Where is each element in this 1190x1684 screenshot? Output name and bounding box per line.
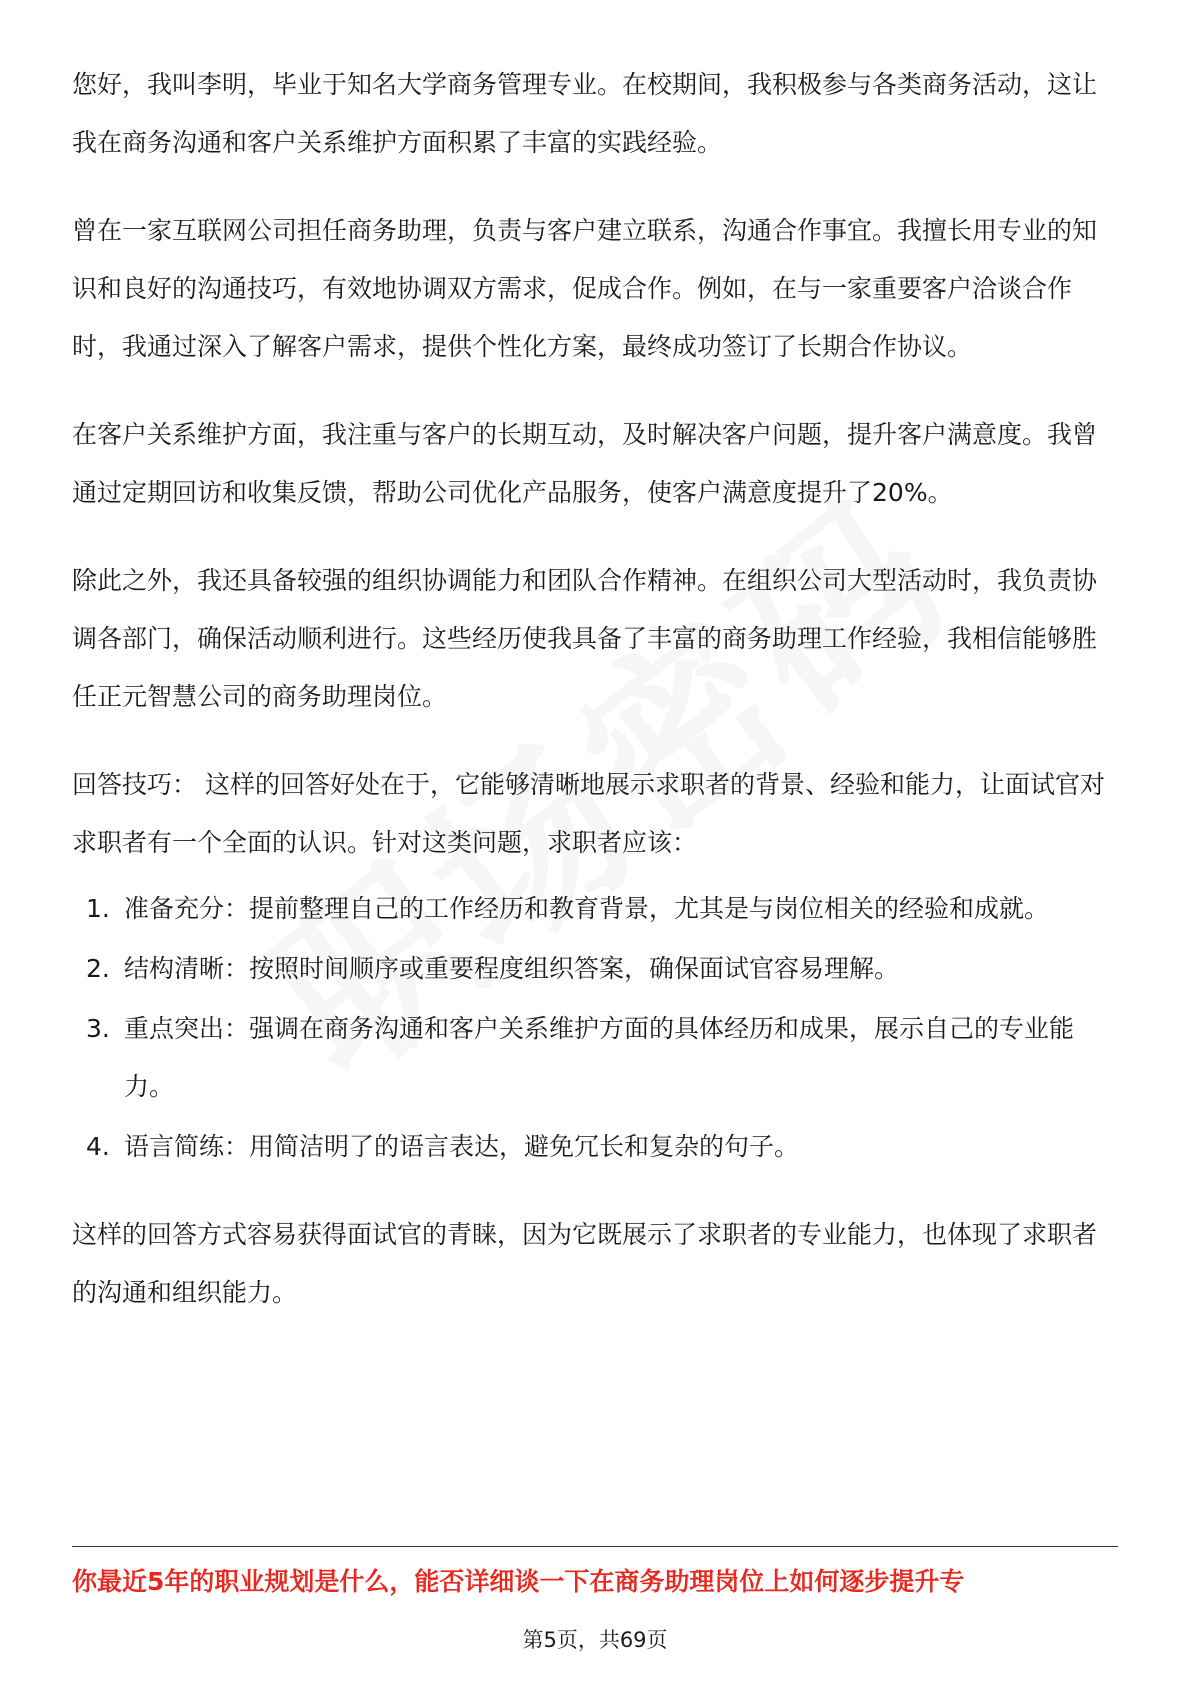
list-number: 1.: [86, 894, 110, 923]
list-text: 重点突出：强调在商务沟通和客户关系维护方面的具体经历和成果，展示自己的专业能力。: [124, 1014, 1075, 1101]
list-item: [72, 1118, 1118, 1176]
list-text: 结构清晰：按照时间顺序或重要程度组织答案，确保面试官容易理解。: [124, 954, 900, 983]
page-footer: 第5页，共69页: [522, 1628, 668, 1652]
document-body: [72, 56, 1118, 1352]
section-divider: [72, 1546, 1118, 1547]
list-number: 4.: [86, 1132, 110, 1161]
paragraph-closing: 这样的回答方式容易获得面试官的青睐，因为它既展示了求职者的专业能力，也体现了求职者的沟通和组织能力。: [72, 1220, 1098, 1307]
paragraph-intro: 您好，我叫李明，毕业于知名大学商务管理专业。在校期间，我积极参与各类商务活动，这让我在商务沟通和客户关系维护方面积累了丰富的实践经验。: [72, 70, 1098, 157]
list-item: [72, 940, 1118, 998]
list-text: 语言简练：用简洁明了的语言表达，避免冗长和复杂的句子。: [124, 1132, 800, 1161]
paragraph-experience: 曾在一家互联网公司担任商务助理，负责与客户建立联系，沟通合作事宜。我擅长用专业的知识和良好的沟通技巧，有效地协调双方需求，促成合作。例如，在与一家重要客户洽谈合作时，我通过深入了解客户需求，提供个性化方案，最终成功签订了长期合作协议。: [72, 216, 1098, 361]
tips-list: [72, 880, 1118, 1176]
list-text: 准备充分：提前整理自己的工作经历和教育背景，尤其是与岗位相关的经验和成就。: [124, 894, 1050, 923]
paragraph-answer-tips: 回答技巧： 这样的回答好处在于，它能够清晰地展示求职者的背景、经验和能力，让面试官对求职者有一个全面的认识。针对这类问题，求职者应该：: [72, 770, 1105, 857]
list-number: 3.: [86, 1014, 110, 1043]
next-question-heading: 你最近5年的职业规划是什么，能否详细谈一下在商务助理岗位上如何逐步提升专: [72, 1567, 965, 1596]
list-item: [72, 1000, 1118, 1116]
list-item: [72, 880, 1118, 938]
paragraph-organization: 除此之外，我还具备较强的组织协调能力和团队合作精神。在组织公司大型活动时，我负责协调各部门，确保活动顺利进行。这些经历使我具备了丰富的商务助理工作经验，我相信能够胜任正元智慧公司的商务助理岗位。: [72, 566, 1098, 711]
list-number: 2.: [86, 954, 110, 983]
paragraph-client-relations: 在客户关系维护方面，我注重与客户的长期互动，及时解决客户问题，提升客户满意度。我曾通过定期回访和收集反馈，帮助公司优化产品服务，使客户满意度提升了20%。: [72, 420, 1098, 507]
